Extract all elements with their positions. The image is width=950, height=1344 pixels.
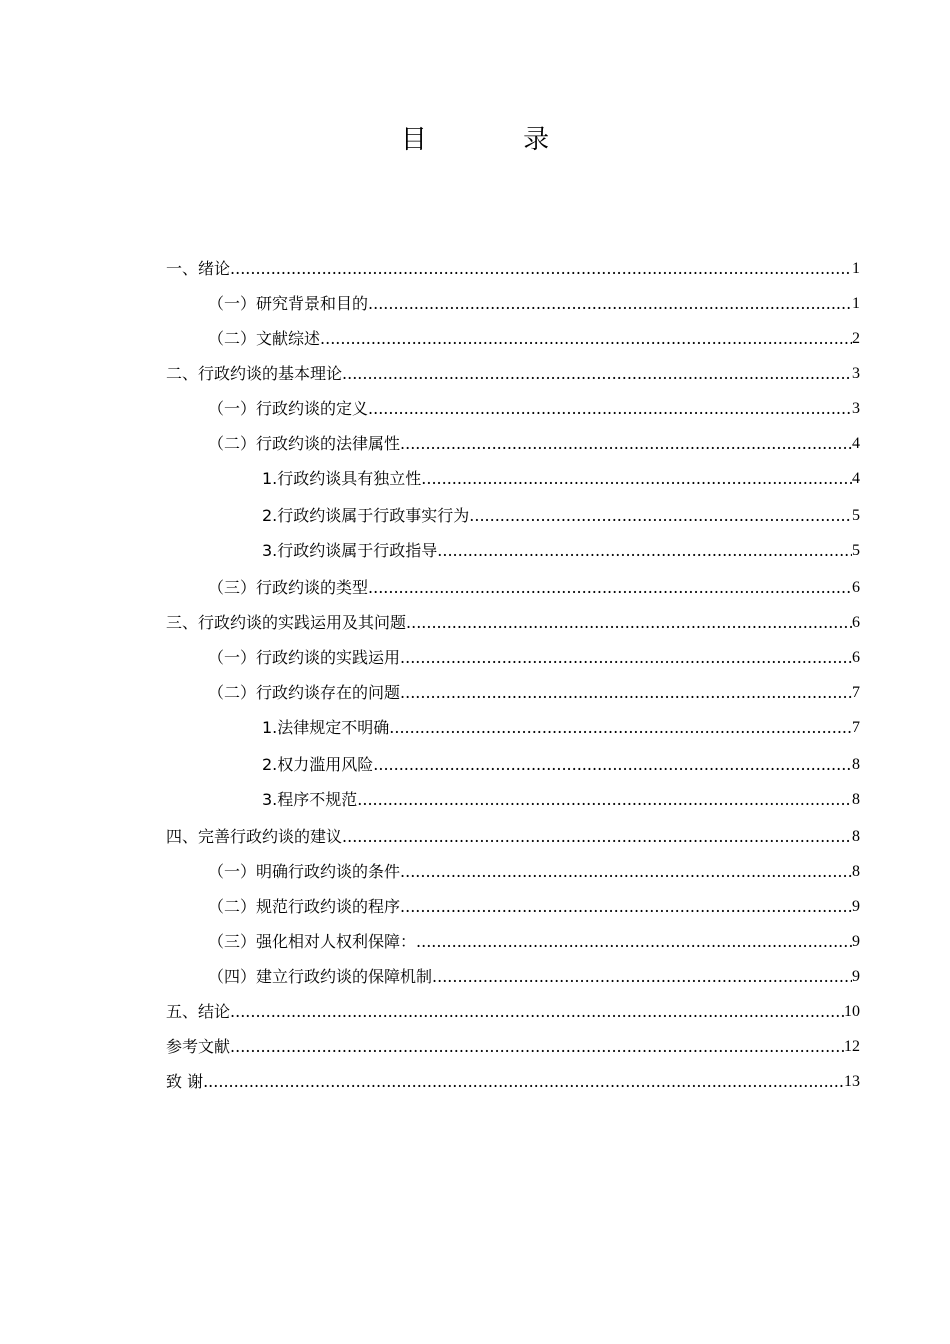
toc-entry-title: （一）行政约谈的实践运用 [208, 648, 401, 667]
toc-entry[interactable] [166, 326, 860, 350]
dot-leader [373, 754, 852, 776]
dot-leader [230, 1001, 844, 1023]
toc-entry-title: 参考文献 [166, 1037, 231, 1056]
toc-entry-page-number: 5 [852, 542, 860, 559]
toc-entry-page-number: 1 [852, 260, 860, 277]
dot-leader [400, 682, 852, 704]
toc-entry-title: 三、行政约谈的实践运用及其问题 [166, 613, 407, 632]
toc-entry[interactable] [166, 610, 860, 634]
toc-entry-title: （三）行政约谈的类型 [208, 578, 369, 597]
dot-leader [342, 363, 852, 385]
toc-entry-title: 1.法律规定不明确 [262, 718, 390, 737]
toc-entry-title: 3.程序不规范 [262, 790, 358, 809]
toc-entry[interactable] [166, 999, 860, 1023]
dot-leader [368, 577, 852, 599]
toc-entry-page-number: 5 [852, 507, 860, 524]
toc-entry-title: （二）文献综述 [208, 329, 321, 348]
toc-entry[interactable] [166, 1069, 860, 1093]
dot-leader [400, 433, 852, 455]
dot-leader [416, 931, 852, 953]
toc-entry[interactable] [166, 1034, 860, 1058]
toc-entry[interactable] [166, 787, 860, 811]
toc-entry-page-number: 12 [844, 1038, 860, 1055]
toc-entry-page-number: 4 [852, 470, 860, 487]
toc-entry-page-number: 7 [852, 684, 860, 701]
dot-leader [320, 328, 852, 350]
toc-entry[interactable] [166, 929, 860, 953]
page-title: 目 录 [400, 125, 594, 155]
toc-entry[interactable] [166, 431, 860, 455]
toc-entry[interactable] [166, 824, 860, 848]
toc-entry[interactable] [166, 752, 860, 776]
dot-leader [421, 468, 852, 490]
toc-entry-page-number: 9 [852, 933, 860, 950]
toc-entry-title: （一）明确行政约谈的条件 [208, 862, 401, 881]
dot-leader [400, 647, 852, 669]
toc-entry-page-number: 6 [852, 649, 860, 666]
toc-entry-page-number: 7 [852, 719, 860, 736]
toc-entry[interactable] [166, 964, 860, 988]
dot-leader [342, 826, 852, 848]
toc-entry[interactable] [166, 291, 860, 315]
toc-entry-page-number: 2 [852, 330, 860, 347]
toc-entry[interactable] [166, 575, 860, 599]
toc-entry-page-number: 1 [852, 295, 860, 312]
toc-entry[interactable] [166, 859, 860, 883]
toc-entry-title: 一、绪论 [166, 259, 231, 278]
toc-entry-page-number: 13 [844, 1073, 860, 1090]
dot-leader [400, 861, 852, 883]
toc-entry-page-number: 10 [844, 1003, 860, 1020]
toc-entry-title: 2.权力滥用风险 [262, 755, 374, 774]
toc-entry-page-number: 9 [852, 898, 860, 915]
toc-entry[interactable] [166, 466, 860, 490]
dot-leader [230, 258, 852, 280]
toc-entry-page-number: 8 [852, 828, 860, 845]
toc-entry-page-number: 9 [852, 968, 860, 985]
dot-leader [230, 1036, 844, 1058]
toc-entry-title: （一）研究背景和目的 [208, 294, 369, 313]
toc-entry-page-number: 3 [852, 400, 860, 417]
toc-entry-page-number: 4 [852, 435, 860, 452]
toc-entry-page-number: 6 [852, 614, 860, 631]
toc-entry-page-number: 8 [852, 791, 860, 808]
toc-entry-title: （二）规范行政约谈的程序 [208, 897, 401, 916]
toc-entry-page-number: 3 [852, 365, 860, 382]
dot-leader [437, 540, 852, 562]
toc-entry-title: （一）行政约谈的定义 [208, 399, 369, 418]
toc-entry-title: 二、行政约谈的基本理论 [166, 364, 343, 383]
toc-entry-title: （二）行政约谈存在的问题 [208, 683, 401, 702]
toc-entry-title: 1.行政约谈具有独立性 [262, 469, 422, 488]
toc-entry[interactable] [166, 538, 860, 562]
dot-leader [368, 398, 852, 420]
dot-leader [389, 717, 852, 739]
toc-entry[interactable] [166, 361, 860, 385]
toc-entry[interactable] [166, 894, 860, 918]
toc-entry-title: 五、结论 [166, 1002, 231, 1021]
toc-entry[interactable] [166, 645, 860, 669]
toc-entry[interactable] [166, 715, 860, 739]
toc-entry-title: 致 谢 [166, 1072, 204, 1091]
toc-entry-title: （二）行政约谈的法律属性 [208, 434, 401, 453]
toc-entry-title: 3.行政约谈属于行政指导 [262, 541, 438, 560]
dot-leader [203, 1071, 844, 1093]
toc-entry-page-number: 6 [852, 579, 860, 596]
toc-entry[interactable] [166, 396, 860, 420]
toc-entry-title: （三）强化相对人权利保障： [208, 932, 417, 951]
toc-entry-page-number: 8 [852, 863, 860, 880]
toc-entry-title: （四）建立行政约谈的保障机制 [208, 967, 433, 986]
toc-entry[interactable] [166, 256, 860, 280]
dot-leader [469, 505, 852, 527]
dot-leader [400, 896, 852, 918]
toc-entry-title: 四、完善行政约谈的建议 [166, 827, 343, 846]
toc-entry-title: 2.行政约谈属于行政事实行为 [262, 506, 470, 525]
toc-entry[interactable] [166, 680, 860, 704]
dot-leader [357, 789, 852, 811]
dot-leader [406, 612, 852, 634]
dot-leader [432, 966, 852, 988]
toc-entry[interactable] [166, 503, 860, 527]
toc-entry-page-number: 8 [852, 756, 860, 773]
dot-leader [368, 293, 852, 315]
